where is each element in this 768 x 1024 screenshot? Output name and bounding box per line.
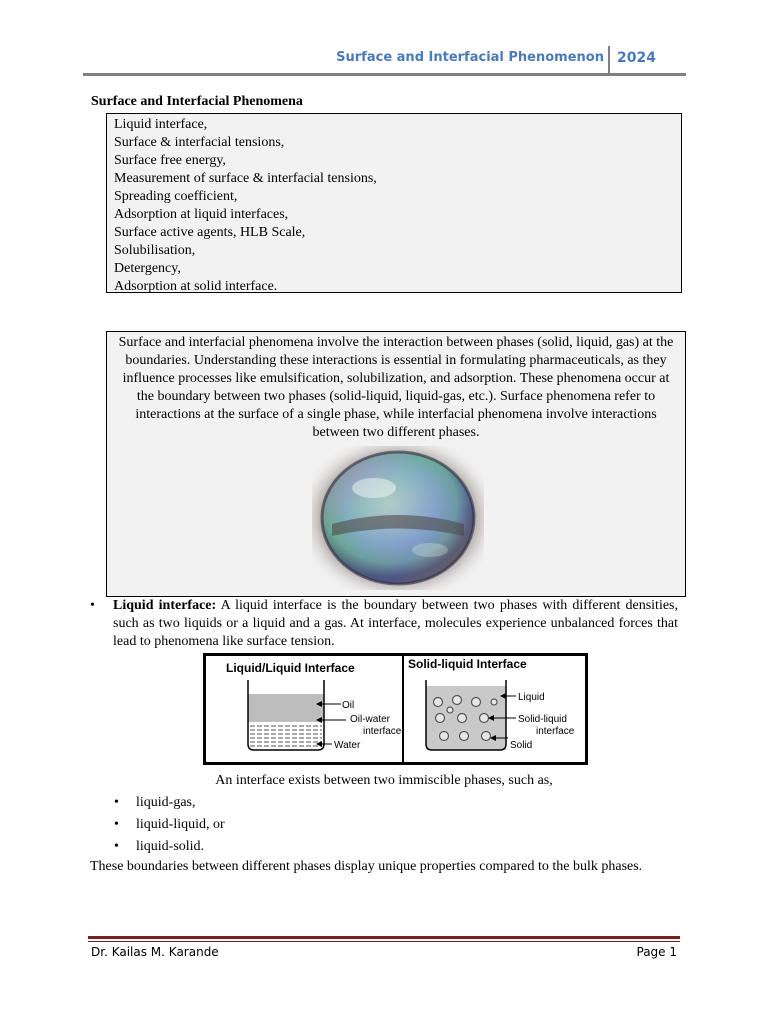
bullet-icon: • [90,598,95,613]
left-diagram-title: Liquid/Liquid Interface [226,661,355,675]
list-item: • liquid-solid. [112,836,225,858]
liquid-interface-bullet [90,597,678,651]
header-separator [608,46,610,74]
topic-item: Spreading coefficient, [114,189,238,204]
topic-item: Solubilisation, [114,243,196,258]
soap-bubble-photo [312,446,484,590]
oil-water-label: Oil-water [350,714,391,725]
topic-item: Adsorption at solid interface. [114,279,278,294]
list-item: • liquid-liquid, or [112,814,225,836]
liquid-interface-term: Liquid interface: [113,598,217,613]
interface-caption: An interface exists between two immiscible phases, such as, [215,773,553,788]
topic-item: Measurement of surface & interfacial tensions, [114,171,377,186]
phase-pairs-list [112,792,225,858]
list-item: • liquid-gas, [112,792,225,814]
topic-item: Adsorption at liquid interfaces, [114,207,289,222]
solid-label: Solid [510,740,533,751]
running-header-year: 2024 [617,50,656,66]
topic-item: Surface active agents, HLB Scale, [114,225,306,240]
topic-item: Surface free energy, [114,153,226,168]
liquid-interface-definition: A liquid interface is the boundary between two phases with different densities, such as two liquids or a liquid and a gas. At interface, molecules experience unbalanced forces that lead to phenomena like surface tension. [113,598,678,649]
running-header-title: Surface and Interfacial Phenomenon [336,50,604,65]
footer-rule-thin [88,941,680,942]
solid-liquid-interface-label: interface [536,726,575,737]
intro-paragraph: Surface and interfacial phenomena involve the interaction between phases (solid, liquid, gas) at the boundaries. Understanding these interactions is essential in formulating pharmaceuticals, as they influence processes like emulsification, solubilization, and adsorption. These phenomena occur at the boundary between two phases (solid-liquid, liquid-gas, etc.). Surface phenomena refer to interactions at the surface of a single phase, while interfacial phenomena involve interactions between two different phases. [118,335,674,440]
oil-label: Oil [342,700,355,711]
right-diagram-title: Solid-liquid Interface [408,657,527,671]
topics-box [106,113,682,293]
interface-diagram [203,653,588,765]
liquid-label: Liquid [518,692,545,703]
section-title: Surface and Interfacial Phenomena [91,94,303,109]
liquid-interface-text [113,597,678,651]
footer-page-number: Page 1 [636,945,677,959]
water-label: Water [334,740,361,751]
intro-box [106,331,686,597]
oil-water-interface-label: interface [363,726,402,737]
topic-item: Liquid interface, [114,117,208,132]
footer-author: Dr. Kailas M. Karande [91,945,219,959]
topic-item: Detergency, [114,261,181,276]
topic-item: Surface & interfacial tensions, [114,135,285,150]
interface-diagram-figure [206,656,585,762]
closing-paragraph: These boundaries between different phases display unique properties compared to the bulk phases. [90,859,643,874]
solid-liquid-label: Solid-liquid [518,714,567,725]
footer-rule [88,936,680,939]
header-rule [83,73,686,76]
